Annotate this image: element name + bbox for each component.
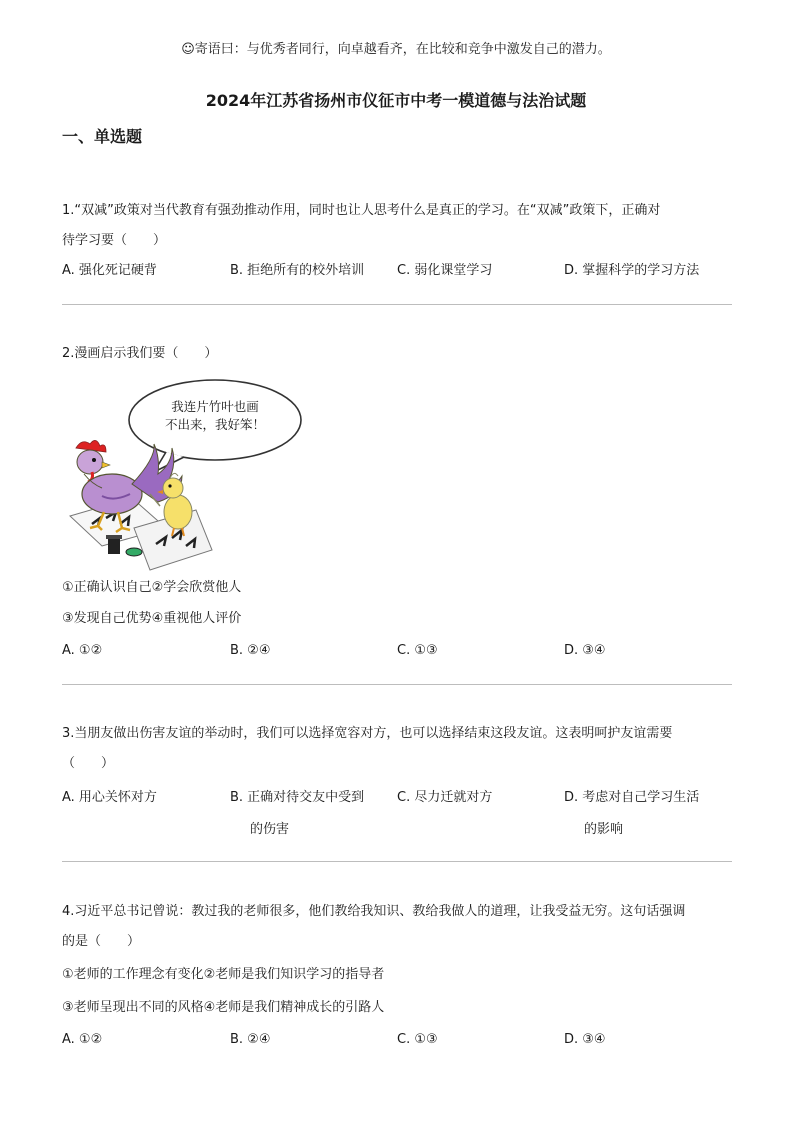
question-4-line-2: 的是（ ） xyxy=(62,934,141,949)
page-title: 2024年江苏省扬州市仪征市中考一模道德与法治试题 xyxy=(205,91,587,110)
q1-option-a[interactable]: A. 强化死记硬背 xyxy=(62,263,157,278)
question-4-choices-line-2: ③老师呈现出不同的风格④老师是我们精神成长的引路人 xyxy=(62,1000,385,1015)
q2-option-d[interactable]: D. ③④ xyxy=(564,643,606,658)
q1-option-d[interactable]: D. 掌握科学的学习方法 xyxy=(564,263,700,278)
q1-option-c[interactable]: C. 弱化课堂学习 xyxy=(397,263,493,278)
q2-option-c[interactable]: C. ①③ xyxy=(397,643,438,658)
q3-option-c[interactable]: C. 尽力迁就对方 xyxy=(397,790,493,805)
bubble-text-line-1: 我连片竹叶也画 xyxy=(171,399,259,414)
question-2-choices-line-2: ③发现自己优势④重视他人评价 xyxy=(62,611,242,626)
q3-option-b-continued: 的伤害 xyxy=(250,822,290,837)
q4-option-d[interactable]: D. ③④ xyxy=(564,1032,606,1047)
question-1-stem xyxy=(62,196,734,256)
q4-option-b[interactable]: B. ②④ xyxy=(230,1032,271,1047)
q3-option-d-continued: 的影响 xyxy=(584,822,624,837)
question-3-line-1: 3.当朋友做出伤害友谊的举动时，我们可以选择宽容对方，也可以选择结束这段友谊。这表明呵护友谊需要 xyxy=(62,726,673,741)
question-4-line-1: 4.习近平总书记曾说：教过我的老师很多，他们教给我知识、教给我做人的道理，让我受益无穷。这句话强调 xyxy=(62,904,686,919)
motto-text: ☺寄语曰：与优秀者同行，向卓越看齐，在比较和竞争中激发自己的潜力。 xyxy=(181,42,611,57)
question-3-line-2: （ ） xyxy=(62,756,115,771)
q4-option-c[interactable]: C. ①③ xyxy=(397,1032,438,1047)
q3-option-b[interactable]: B. 正确对待交友中受到 xyxy=(230,790,365,805)
q4-option-a[interactable]: A. ①② xyxy=(62,1032,103,1047)
question-divider xyxy=(62,861,732,862)
bubble-text-line-2: 不出来，我好笨！ xyxy=(164,417,266,432)
question-divider xyxy=(62,304,732,305)
q2-option-a[interactable]: A. ①② xyxy=(62,643,103,658)
q3-option-a[interactable]: A. 用心关怀对方 xyxy=(62,790,157,805)
q2-option-b[interactable]: B. ②④ xyxy=(230,643,271,658)
q1-option-b[interactable]: B. 拒绝所有的校外培训 xyxy=(230,263,365,278)
question-4-choices-line-1: ①老师的工作理念有变化②老师是我们知识学习的指导者 xyxy=(62,967,385,982)
q3-option-d[interactable]: D. 考虑对自己学习生活 xyxy=(564,790,700,805)
question-2-stem: 2.漫画启示我们要（ ） xyxy=(62,346,218,361)
section-heading: 一、单选题 xyxy=(62,127,143,146)
question-2-choices-line-1: ①正确认识自己②学会欣赏他人 xyxy=(62,580,242,595)
question-4-stem xyxy=(62,897,734,957)
question-1-line-2: 待学习要（ ） xyxy=(62,233,167,248)
cartoon-illustration xyxy=(62,378,312,574)
question-divider xyxy=(62,684,732,685)
question-1-line-1: 1.“双减”政策对当代教育有强劲推动作用，同时也让人思考什么是真正的学习。在“双减”政策下，正确对 xyxy=(62,203,661,218)
question-3-stem xyxy=(62,719,734,779)
